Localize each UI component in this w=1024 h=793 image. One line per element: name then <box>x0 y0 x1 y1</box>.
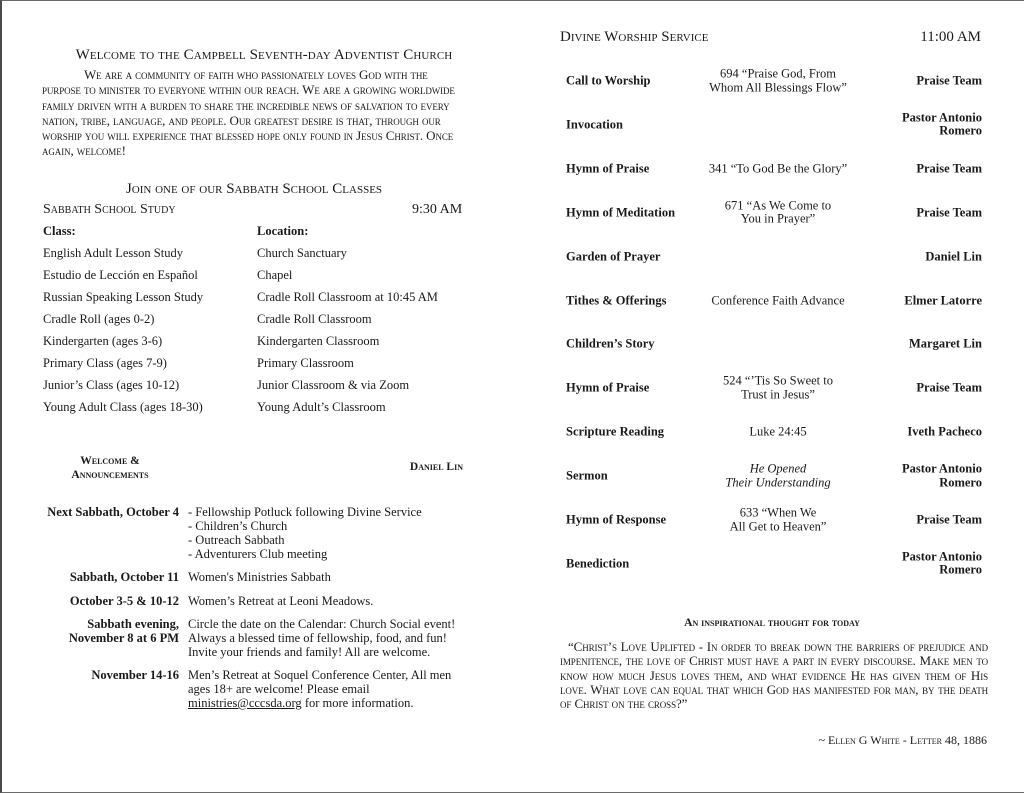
service-item <box>566 242 982 272</box>
service-detail-line: You in Prayer” <box>740 211 816 226</box>
service-leader-line: Romero <box>939 123 982 138</box>
divine-worship-time: 11:00 AM <box>920 29 981 45</box>
service-item <box>566 198 982 228</box>
announcement-date <box>40 570 179 584</box>
announcement-detail-line: Women’s Retreat at Leoni Meadows. <box>188 594 374 608</box>
service-item <box>566 329 982 359</box>
announcement-date <box>40 594 179 608</box>
service-item <box>566 110 982 140</box>
service-detail-line: 633 “When We <box>739 505 817 520</box>
service-detail-line: 524 “’Tis So Sweet to <box>723 373 833 388</box>
inspiration-title: An inspirational thought for today <box>684 617 860 629</box>
service-item <box>566 286 982 316</box>
service-detail <box>691 425 865 439</box>
announcement-details <box>188 617 478 659</box>
announcement-date-line: November 14-16 <box>91 668 179 682</box>
service-leader <box>862 294 982 308</box>
announcement-date-line: October 3-5 & 10-12 <box>69 594 179 608</box>
service-leader <box>862 74 982 88</box>
announcement-date-line: Sabbath evening, <box>87 617 179 631</box>
class-location: Church Sanctuary <box>257 246 347 260</box>
service-part: Scripture Reading <box>566 424 665 439</box>
service-detail-line: 694 “Praise God, From <box>720 66 836 81</box>
service-detail-line: Whom All Blessings Flow” <box>709 80 847 94</box>
class-name: English Adult Lesson Study <box>43 246 183 260</box>
announcement-date-line: Sabbath, October 11 <box>69 570 179 584</box>
service-leader-line: Daniel Lin <box>925 248 982 263</box>
announcements-title-line1: Welcome & <box>80 455 140 467</box>
class-name: Estudio de Lección en Español <box>43 268 198 282</box>
announcement-detail-line: - Children’s Church <box>188 519 288 533</box>
class-location: Chapel <box>257 268 293 282</box>
announcement-detail-line: Always a blessed time of fellowship, food, and fun! <box>188 631 447 645</box>
service-leader-line: Romero <box>939 562 982 577</box>
class-name: Young Adult Class (ages 18-30) <box>43 400 203 414</box>
service-part: Hymn of Response <box>566 512 667 527</box>
service-part: Benediction <box>566 556 630 571</box>
service-leader <box>862 513 982 527</box>
service-part: Call to Worship <box>566 73 651 88</box>
announcement-details <box>188 505 478 561</box>
service-leader <box>862 382 982 396</box>
service-leader <box>862 338 982 352</box>
service-detail-line: Trust in Jesus” <box>741 387 815 402</box>
announcement-date-line: November 8 at 6 PM <box>68 631 179 645</box>
service-leader <box>862 206 982 220</box>
service-leader-line: Iveth Pacheco <box>907 424 982 439</box>
class-location: Cradle Roll Classroom <box>257 312 372 326</box>
service-leader-line: Pastor Antonio <box>902 110 982 125</box>
service-detail-line: Luke 24:45 <box>749 424 807 439</box>
announcement-details <box>188 594 478 608</box>
service-item <box>566 417 982 447</box>
announcements-leader: Daniel Lin <box>409 461 463 473</box>
class-column-header: Class: <box>43 224 76 238</box>
class-name: Primary Class (ages 7-9) <box>43 356 167 370</box>
email-link[interactable]: ministries@cccsda.org <box>188 696 302 710</box>
service-part: Hymn of Meditation <box>566 205 676 220</box>
welcome-title: Welcome to the Campbell Seventh-day Adventist Church <box>75 47 453 63</box>
service-part: Hymn of Praise <box>566 380 650 395</box>
service-part: Children’s Story <box>566 336 655 351</box>
sabbath-school-heading: Join one of our Sabbath School Classes <box>125 181 383 197</box>
announcement-details <box>188 668 478 710</box>
welcome-body: We are a community of faith who passionately loves God with the purpose to minister to everyone within our reach. We are a growing worldwide family driven with a burden to share the incredible news of salvation to every nation, tribe, language, and people. Our greatest desire is that, through our worship you will experience that blessed hope only found in Jesus Christ. Once again, welcome! <box>42 67 455 159</box>
service-detail <box>691 294 865 308</box>
class-location: Junior Classroom & via Zoom <box>257 378 410 392</box>
announcement-detail-line: - Adventurers Club meeting <box>188 547 328 561</box>
service-leader <box>862 111 982 138</box>
service-detail-line: He Opened <box>749 461 807 476</box>
service-leader-line: Praise Team <box>916 380 982 395</box>
email-suffix: for more information. <box>301 696 414 710</box>
class-location: Cradle Roll Classroom at 10:45 AM <box>257 290 438 304</box>
announcement-detail-line: Men’s Retreat at Soquel Conference Center, All men <box>188 668 452 682</box>
sabbath-school-time: 9:30 AM <box>412 202 463 217</box>
service-detail-line: Their Understanding <box>725 475 831 490</box>
service-leader-line: Pastor Antonio <box>902 461 982 476</box>
service-item <box>566 461 982 491</box>
service-leader-line: Praise Team <box>916 73 982 88</box>
announcements-title-line2: Announcements <box>71 469 149 481</box>
service-part: Sermon <box>566 468 608 483</box>
service-detail <box>691 463 865 490</box>
service-item <box>566 373 982 403</box>
announcement-date <box>40 668 179 682</box>
announcement-detail-line: ages 18+ are welcome! Please email <box>188 682 370 696</box>
service-detail-line: 341 “To God Be the Glory” <box>708 161 848 176</box>
service-item <box>566 505 982 535</box>
class-location: Kindergarten Classroom <box>257 334 380 348</box>
service-detail-line: 671 “As We Come to <box>724 198 832 213</box>
announcement-detail-line: - Outreach Sabbath <box>188 533 285 547</box>
announcement-date <box>40 617 179 645</box>
announcements-title <box>58 454 162 482</box>
service-part: Invocation <box>566 117 623 132</box>
class-name: Junior’s Class (ages 10-12) <box>43 378 180 392</box>
service-part: Garden of Prayer <box>566 249 661 264</box>
service-leader <box>862 250 982 264</box>
announcement-detail-line: Circle the date on the Calendar: Church Social event! <box>188 617 456 631</box>
service-leader-line: Romero <box>939 475 982 490</box>
announcement-date <box>40 505 179 519</box>
service-detail-line: All Get to Heaven” <box>729 519 827 533</box>
service-item <box>566 154 982 184</box>
announcement-date-line: Next Sabbath, October 4 <box>47 505 179 519</box>
class-name: Cradle Roll (ages 0-2) <box>43 312 155 326</box>
divine-worship-title: Divine Worship Service <box>560 29 709 45</box>
service-leader <box>862 162 982 176</box>
service-detail <box>691 68 865 95</box>
class-name: Russian Speaking Lesson Study <box>43 290 204 304</box>
class-name: Kindergarten (ages 3-6) <box>43 334 163 348</box>
service-detail <box>691 162 865 176</box>
location-column-header: Location: <box>257 224 309 238</box>
service-leader-line: Praise Team <box>916 204 982 219</box>
service-part: Hymn of Praise <box>566 161 650 176</box>
service-leader-line: Praise Team <box>916 161 982 176</box>
class-location: Young Adult’s Classroom <box>257 400 386 414</box>
service-leader-line: Praise Team <box>916 512 982 527</box>
inspiration-attribution: ~ Ellen G White - Letter 48, 1886 <box>818 733 987 747</box>
service-detail <box>691 199 865 226</box>
service-part: Tithes & Offerings <box>566 293 667 307</box>
service-leader-line: Pastor Antonio <box>902 549 982 564</box>
service-detail <box>691 375 865 402</box>
service-detail <box>691 507 865 534</box>
service-item <box>566 549 982 579</box>
announcement-detail-line <box>188 696 478 710</box>
service-leader <box>862 425 982 439</box>
announcement-detail-line: - Fellowship Potluck following Divine Service <box>188 505 422 519</box>
service-leader-line: Margaret Lin <box>908 336 982 351</box>
service-leader <box>862 550 982 577</box>
announcement-detail-line: Women's Ministries Sabbath <box>188 570 331 584</box>
sabbath-school-study-label: Sabbath School Study <box>43 202 176 217</box>
service-leader <box>862 463 982 490</box>
service-item <box>566 66 982 96</box>
class-location: Primary Classroom <box>257 356 354 370</box>
announcement-detail-line: Invite your friends and family! All are welcome. <box>188 645 431 659</box>
announcement-details <box>188 570 478 584</box>
service-detail-line: Conference Faith Advance <box>711 292 845 307</box>
inspiration-quote: “Christ’s Love Uplifted - In order to break down the barriers of prejudice and impenitence, the love of Christ must have a part in every discourse. Make men to know how much Jesus loves them, and what evidence He has given them of His love. What love can equal that which God has manifested for man, by the death of Christ on the cross?” <box>560 639 988 712</box>
service-leader-line: Elmer Latorre <box>904 292 982 307</box>
